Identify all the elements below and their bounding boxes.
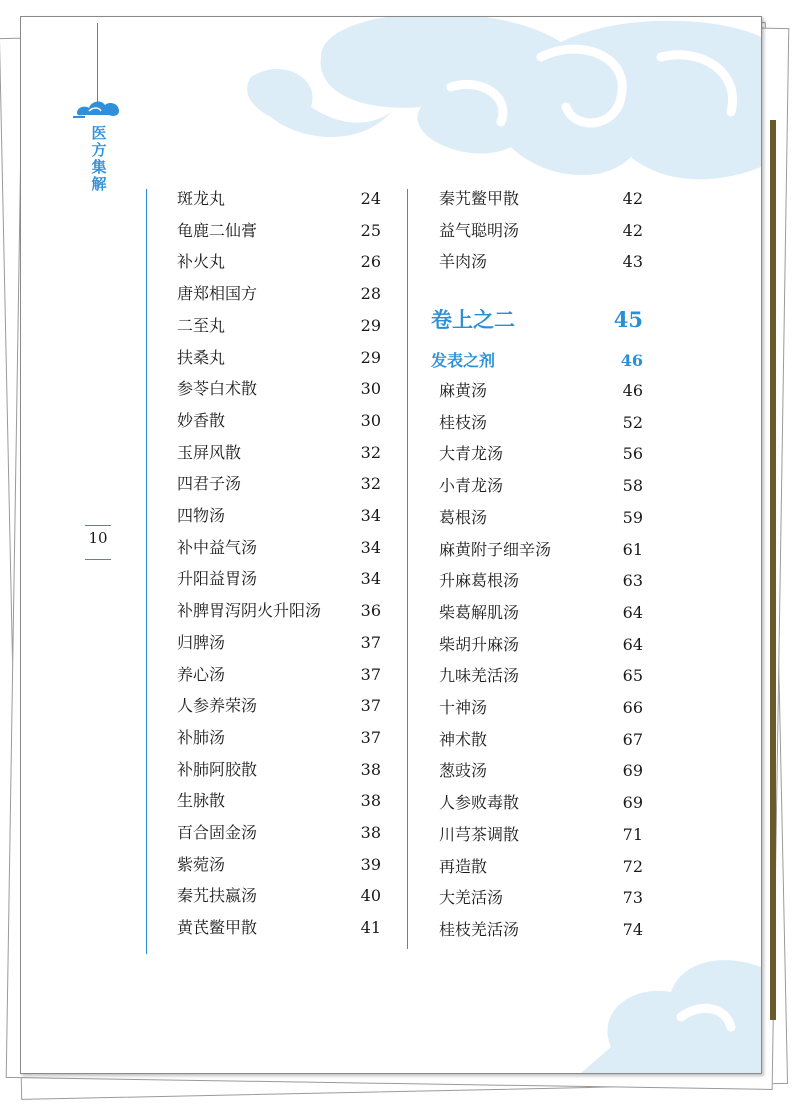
toc-entry-title: 唐郑相国方: [177, 284, 258, 304]
toc-entry-title: 羊肉汤: [439, 252, 488, 272]
toc-entry[interactable]: [177, 218, 381, 244]
cloud-ornament-icon: [73, 95, 123, 119]
toc-entry[interactable]: [439, 885, 643, 911]
toc-entry[interactable]: [177, 313, 381, 339]
toc-entry-title: 再造散: [439, 856, 488, 876]
toc-entry[interactable]: [439, 410, 643, 436]
page-number-rule-top: [85, 525, 111, 526]
page-number: 10: [88, 529, 108, 547]
toc-entry[interactable]: [177, 503, 381, 529]
toc-entry-page: 30: [360, 410, 381, 430]
toc-entry[interactable]: [177, 662, 381, 688]
toc-entry-page: 58: [622, 476, 643, 496]
toc-entry-title: 四物汤: [177, 506, 226, 525]
toc-entry[interactable]: [439, 441, 643, 467]
toc-entry[interactable]: [177, 440, 381, 466]
toc-entry-page: 69: [622, 793, 643, 813]
page-number-rule-bottom: [85, 559, 111, 560]
toc-entry[interactable]: [177, 725, 381, 751]
toc-entry-page: 52: [622, 412, 643, 432]
toc-entry-title: 柴胡升麻汤: [439, 634, 520, 654]
left-column-rule: [146, 189, 147, 954]
cloud-pattern-decoration: [21, 17, 761, 1073]
toc-entry-title: 益气聪明汤: [439, 220, 520, 240]
toc-entry-title: 人参养荣汤: [177, 696, 258, 716]
toc-entry-page: 37: [360, 664, 381, 684]
toc-entry-page: 59: [622, 507, 643, 527]
toc-entry-page: 46: [622, 381, 643, 400]
toc-entry-title: 九味羌活汤: [439, 666, 520, 686]
toc-entry-title: 龟鹿二仙膏: [177, 220, 258, 240]
toc-entry-title: 黄芪鳖甲散: [177, 918, 258, 938]
toc-entry-title: 补脾胃泻阴火升阳汤: [177, 601, 322, 621]
toc-entry[interactable]: [439, 854, 643, 880]
toc-entry[interactable]: [439, 695, 643, 721]
toc-entry-page: 63: [622, 571, 643, 591]
right-column-rule: [407, 189, 408, 949]
toc-entry-title: 妙香散: [177, 410, 226, 430]
toc-entry-title: 升麻葛根汤: [439, 571, 520, 591]
toc-entry-page: 34: [360, 506, 381, 525]
toc-entry[interactable]: [177, 471, 381, 497]
toc-entry[interactable]: [177, 249, 381, 275]
toc-entry[interactable]: [439, 378, 643, 404]
toc-entry[interactable]: [439, 663, 643, 689]
toc-entry-page: 32: [360, 442, 381, 462]
toc-entry-title: 麻黄汤: [439, 381, 488, 400]
book-spine-edge: [770, 120, 776, 1020]
toc-entry[interactable]: [177, 345, 381, 371]
toc-entry[interactable]: [177, 630, 381, 656]
toc-entry-page: 29: [360, 315, 381, 335]
toc-entry[interactable]: [177, 883, 381, 909]
toc-entry-title: 柴葛解肌汤: [439, 602, 520, 622]
toc-entry-page: 40: [360, 886, 381, 906]
toc-entry[interactable]: [177, 281, 381, 307]
toc-entry-title: 小青龙汤: [439, 476, 504, 496]
toc-entry[interactable]: [439, 218, 643, 244]
toc-entry-title: 秦艽扶嬴汤: [177, 886, 258, 906]
toc-entry-title: 秦艽鳖甲散: [439, 189, 520, 208]
toc-entry-title: 生脉散: [177, 791, 226, 811]
toc-entry-title: 川芎茶调散: [439, 824, 520, 844]
toc-entry[interactable]: [439, 505, 643, 531]
toc-entry[interactable]: [177, 408, 381, 434]
toc-entry-title: 大羌活汤: [439, 888, 504, 908]
toc-entry-page: 71: [622, 824, 643, 844]
toc-entry[interactable]: [177, 376, 381, 402]
toc-entry-page: 39: [360, 854, 381, 874]
toc-entry[interactable]: [439, 600, 643, 626]
toc-entry-title: 人参败毒散: [439, 793, 520, 813]
toc-entry-page: 36: [360, 601, 381, 621]
toc-entry-page: 42: [622, 220, 643, 240]
toc-entry[interactable]: [439, 632, 643, 658]
toc-entry[interactable]: [177, 598, 381, 624]
toc-entry-title: 补火丸: [177, 252, 226, 272]
toc-entry-page: 32: [360, 474, 381, 494]
toc-entry-page: 69: [622, 761, 643, 781]
toc-entry-page: 37: [360, 727, 381, 747]
toc-entry-page: 42: [622, 189, 643, 208]
toc-entry-title: 葱豉汤: [439, 761, 488, 781]
book-title: 医方集解: [91, 124, 107, 193]
toc-entry-title: 百合固金汤: [177, 823, 258, 842]
toc-entry[interactable]: [439, 727, 643, 753]
toc-entry-title: 二至丸: [177, 315, 226, 335]
toc-entry-title: 十神汤: [439, 698, 488, 717]
toc-entry-page: 37: [360, 696, 381, 716]
section-heading-page: 46: [620, 351, 643, 370]
toc-entry-page: 30: [360, 379, 381, 399]
toc-entry-title: 玉屏风散: [177, 442, 242, 462]
toc-entry-title: 升阳益胃汤: [177, 569, 258, 589]
toc-entry-page: 25: [360, 220, 381, 240]
toc-entry-page: 28: [360, 284, 381, 304]
toc-entry-title: 参苓白术散: [177, 379, 258, 399]
section-heading[interactable]: [431, 348, 643, 374]
toc-entry-page: 37: [360, 632, 381, 652]
toc-entry[interactable]: [177, 693, 381, 719]
toc-entry-page: 34: [360, 569, 381, 589]
toc-entry-page: 38: [360, 823, 381, 842]
toc-entry-page: 24: [360, 189, 381, 208]
toc-entry[interactable]: [439, 473, 643, 499]
hanging-ornament-line: [97, 23, 98, 103]
toc-entry-title: 斑龙丸: [177, 189, 226, 208]
toc-entry-title: 葛根汤: [439, 507, 488, 527]
toc-entry-title: 桂枝汤: [439, 412, 488, 432]
toc-entry[interactable]: [177, 757, 381, 783]
toc-entry[interactable]: [177, 852, 381, 878]
toc-entry-page: 72: [622, 856, 643, 876]
toc-entry-page: 43: [622, 252, 643, 272]
toc-entry-title: 补肺阿胶散: [177, 759, 258, 779]
toc-entry-title: 大青龙汤: [439, 444, 504, 464]
toc-entry-page: 29: [360, 347, 381, 367]
toc-entry-page: 65: [622, 666, 643, 686]
book-page: [20, 16, 762, 1074]
toc-entry[interactable]: [177, 535, 381, 561]
volume-heading-page: 45: [613, 307, 643, 332]
toc-entry-title: 养心汤: [177, 664, 226, 684]
toc-entry-page: 56: [622, 444, 643, 464]
toc-entry-title: 麻黄附子细辛汤: [439, 539, 552, 559]
toc-entry-title: 桂枝羌活汤: [439, 919, 520, 939]
toc-entry-page: 66: [622, 698, 643, 717]
toc-entry-title: 补肺汤: [177, 727, 226, 747]
toc-entry-page: 26: [360, 252, 381, 272]
toc-entry-title: 扶桑丸: [177, 347, 226, 367]
volume-heading-title: 卷上之二: [431, 307, 515, 332]
toc-entry[interactable]: [177, 186, 381, 212]
toc-entry-page: 64: [622, 602, 643, 622]
toc-entry-page: 61: [622, 539, 643, 559]
toc-entry-title: 四君子汤: [177, 474, 242, 494]
section-heading-title: 发表之剂: [431, 351, 496, 370]
toc-entry-title: 归脾汤: [177, 632, 226, 652]
toc-entry-page: 64: [622, 634, 643, 654]
toc-entry[interactable]: [177, 566, 381, 592]
toc-entry[interactable]: [439, 568, 643, 594]
toc-entry[interactable]: [177, 820, 381, 846]
toc-entry[interactable]: [177, 915, 381, 941]
toc-entry-page: 73: [622, 888, 643, 908]
toc-entry-title: 神术散: [439, 729, 488, 749]
volume-heading[interactable]: [431, 305, 643, 335]
toc-entry[interactable]: [439, 537, 643, 563]
toc-entry-page: 38: [360, 759, 381, 779]
toc-entry-page: 41: [360, 918, 381, 938]
toc-entry-title: 补中益气汤: [177, 537, 258, 557]
toc-entry-title: 紫菀汤: [177, 854, 226, 874]
toc-entry[interactable]: [439, 917, 643, 943]
toc-entry[interactable]: [177, 788, 381, 814]
toc-entry[interactable]: [439, 758, 643, 784]
toc-entry-page: 67: [622, 729, 643, 749]
toc-entry-page: 74: [622, 919, 643, 939]
toc-entry[interactable]: [439, 186, 643, 212]
toc-entry[interactable]: [439, 249, 643, 275]
toc-entry[interactable]: [439, 790, 643, 816]
toc-entry-page: 38: [360, 791, 381, 811]
toc-entry-page: 34: [360, 537, 381, 557]
toc-entry[interactable]: [439, 822, 643, 848]
